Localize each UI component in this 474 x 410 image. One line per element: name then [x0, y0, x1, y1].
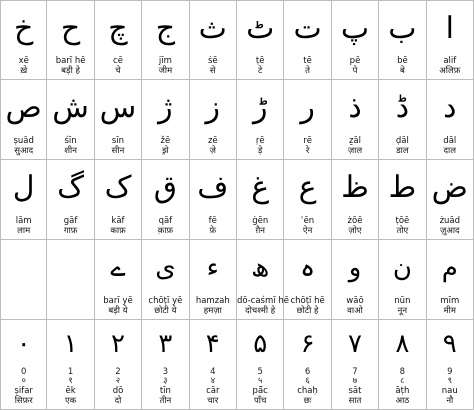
urdu-glyph: ی [155, 253, 176, 283]
letter-cell [95, 80, 142, 160]
devanagari-name: चार [207, 396, 219, 406]
arabic-numeral: 4 [210, 367, 216, 377]
arabic-numeral: 3 [162, 367, 169, 377]
urdu-glyph: ل [12, 170, 35, 205]
urdu-glyph: ن [392, 253, 412, 283]
romanized-name: ʿēn [300, 216, 315, 226]
urdu-glyph: ص [5, 90, 42, 125]
urdu-glyph: پ [340, 10, 370, 46]
arabic-numeral: 5 [257, 367, 263, 377]
devanagari-name: छः [303, 396, 312, 406]
letter-cell [47, 160, 94, 240]
urdu-glyph: ڈ [395, 90, 410, 125]
devanagari-numeral: ८ [400, 376, 405, 386]
romanized-name: žē [160, 136, 171, 146]
devanagari-name: ज़े [209, 146, 216, 156]
devanagari-name: दो [114, 396, 122, 406]
romanized-name: barī hē [55, 56, 86, 66]
devanagari-name: नौ [446, 396, 454, 406]
letter-cell [190, 240, 237, 320]
urdu-glyph: ق [153, 170, 178, 205]
devanagari-name: एक [64, 396, 77, 406]
devanagari-name: झ़े [162, 146, 169, 156]
devanagari-name: नून [397, 306, 408, 316]
romanized-name: ġēn [252, 216, 269, 226]
arabic-numeral: 1 [67, 367, 74, 377]
devanagari-numeral: ३ [163, 376, 168, 386]
arabic-numeral: 8 [399, 367, 406, 377]
romanized-name: ẕāl [348, 136, 362, 146]
romanized-name: rē [303, 136, 312, 146]
devanagari-numeral: २ [115, 376, 121, 386]
romanized-name: śīn [64, 136, 77, 146]
devanagari-name: दोचश्मी हे [245, 306, 276, 316]
urdu-glyph: غ [251, 170, 270, 205]
romanized-name: ēk [65, 386, 76, 396]
letter-cell [284, 160, 331, 240]
romanized-name: ṛē [255, 136, 265, 146]
urdu-glyph: ث [198, 10, 227, 46]
devanagari-name: डाल [396, 146, 409, 156]
urdu-glyph: ڑ [252, 90, 268, 125]
letter-cell [332, 160, 379, 240]
devanagari-name: पाँच [253, 396, 267, 406]
urdu-glyph: ۱ [63, 329, 78, 359]
letter-cell [237, 240, 289, 320]
romanized-name: jīm [158, 56, 172, 66]
urdu-glyph: ٹ [246, 10, 275, 46]
devanagari-numeral: १ [68, 376, 73, 386]
urdu-glyph: ا [445, 10, 454, 46]
urdu-glyph: ک [104, 170, 132, 205]
romanized-name: dō-caśmī hē [237, 296, 289, 306]
romanized-name: wāō [346, 296, 364, 306]
urdu-glyph: ف [197, 170, 229, 205]
letter-cell [379, 80, 426, 160]
romanized-name: qāf [158, 216, 173, 226]
devanagari-name: ड़े [257, 146, 263, 156]
urdu-glyph: ذ [348, 90, 362, 125]
romanized-name: cē [113, 56, 123, 66]
letter-cell [427, 160, 474, 240]
devanagari-name: ज़ोए [348, 226, 362, 236]
letter-cell [332, 320, 379, 410]
romanized-name: zē [207, 136, 218, 146]
romanized-name: ṭōē [395, 216, 410, 226]
devanagari-name: आठ [395, 396, 410, 406]
letter-cell [284, 240, 331, 320]
letter-cell [427, 80, 474, 160]
devanagari-name: दाल [443, 146, 457, 156]
romanized-name: ṣifar [14, 386, 33, 396]
romanized-name: alif [443, 56, 457, 66]
letter-cell [95, 0, 142, 80]
letter-cell [237, 80, 284, 160]
romanized-name: ḍāl [395, 136, 409, 146]
letter-cell [0, 160, 47, 240]
romanized-name: chōṭī hē [290, 296, 325, 306]
romanized-name: bē [397, 56, 408, 66]
romanized-name: żuād [439, 216, 461, 226]
urdu-glyph: ژ [158, 90, 173, 125]
letter-cell [332, 240, 379, 320]
letter-cell [0, 80, 47, 160]
arabic-numeral: 6 [304, 367, 311, 377]
devanagari-name: ते [305, 66, 311, 76]
devanagari-name: बे [399, 66, 405, 76]
romanized-name: pē [349, 56, 361, 66]
urdu-glyph: ش [52, 90, 89, 125]
letter-cell [379, 320, 426, 410]
devanagari-name: लाम [17, 226, 31, 236]
devanagari-name: जीम [158, 66, 173, 76]
letter-cell [47, 0, 94, 80]
urdu-glyph: ظ [341, 170, 369, 205]
urdu-glyph: ھ [251, 253, 270, 283]
letter-cell [190, 320, 237, 410]
romanized-name: fē [208, 216, 217, 226]
romanized-name: nau [441, 386, 458, 396]
letter-cell [95, 240, 142, 320]
romanized-name: cār [206, 386, 220, 396]
devanagari-name: टे [258, 66, 263, 76]
urdu-glyph: ے [110, 253, 126, 283]
arabic-numeral: 9 [447, 367, 453, 377]
letter-cell [0, 320, 47, 410]
letter-cell [284, 320, 331, 410]
romanized-name: tē [303, 56, 312, 66]
romanized-name: mīm [440, 296, 460, 306]
romanized-name: ṡē [207, 56, 218, 66]
devanagari-name: ग़ैन [255, 226, 265, 236]
romanized-name: ṣuād [13, 136, 34, 146]
letter-cell [47, 320, 94, 410]
urdu-glyph: ز [205, 90, 221, 125]
devanagari-numeral: ६ [305, 376, 310, 386]
devanagari-name: बड़ी हे [61, 66, 80, 76]
urdu-glyph: ض [431, 170, 468, 205]
letter-cell [332, 0, 379, 80]
letter-cell [284, 80, 331, 160]
letter-cell [190, 160, 237, 240]
romanized-name: chōṭī yē [148, 296, 183, 306]
arabic-numeral: 0 [20, 367, 27, 377]
letter-cell [237, 0, 284, 80]
urdu-glyph: ء [206, 253, 219, 283]
urdu-glyph: د [443, 90, 457, 125]
devanagari-numeral: ९ [447, 376, 452, 386]
urdu-glyph: گ [57, 170, 85, 205]
letter-cell [427, 320, 474, 410]
devanagari-numeral: ० [21, 376, 26, 386]
devanagari-name: छोटी ये [154, 306, 177, 316]
letter-cell [379, 0, 426, 80]
romanized-name: sīn [111, 136, 125, 146]
letter-cell [142, 320, 189, 410]
devanagari-name: फ़े [209, 226, 217, 236]
letter-cell [142, 80, 189, 160]
devanagari-name: रे [305, 146, 310, 156]
arabic-numeral: 7 [352, 367, 358, 377]
romanized-name: lām [15, 216, 32, 226]
urdu-glyph: ۳ [158, 329, 173, 359]
devanagari-numeral: ७ [352, 376, 358, 386]
devanagari-name: ऐन [302, 226, 313, 236]
romanized-name: nūn [394, 296, 411, 306]
letter-cell [237, 320, 284, 410]
romanized-name: tīn [159, 386, 171, 396]
devanagari-name: बड़ी ये [108, 306, 128, 316]
letter-cell [47, 240, 94, 320]
urdu-glyph: م [441, 253, 458, 283]
romanized-name: chaḥ [297, 386, 318, 396]
letter-cell [427, 0, 474, 80]
letter-cell [95, 320, 142, 410]
devanagari-name: क़ाफ़ [157, 226, 174, 236]
devanagari-name: मीम [443, 306, 456, 316]
romanized-name: dō [112, 386, 124, 396]
letter-cell [142, 0, 189, 80]
letter-cell [142, 240, 189, 320]
urdu-glyph: ہ [299, 253, 316, 283]
letter-cell [142, 160, 189, 240]
letter-cell [0, 0, 47, 80]
devanagari-name: शीन [64, 146, 77, 156]
devanagari-name: ज़ाल [347, 146, 363, 156]
devanagari-name: ज़ुआद [440, 226, 460, 236]
devanagari-name: काफ़ [110, 226, 126, 236]
devanagari-name: सात [348, 396, 362, 406]
urdu-glyph: ۸ [395, 329, 410, 359]
letter-cell [284, 0, 331, 80]
devanagari-name: तीन [159, 396, 172, 406]
letter-cell [190, 0, 237, 80]
devanagari-name: सिफ़र [14, 396, 33, 406]
urdu-glyph: س [99, 90, 137, 125]
romanized-name: kāf [111, 216, 125, 226]
urdu-glyph: ۰ [16, 329, 31, 359]
urdu-glyph: ب [388, 10, 417, 46]
letter-cell [332, 80, 379, 160]
devanagari-name: से [209, 66, 216, 76]
urdu-glyph: ت [293, 10, 322, 46]
urdu-glyph: ۴ [205, 329, 220, 359]
urdu-glyph: ۹ [442, 329, 457, 359]
urdu-glyph: ۲ [111, 329, 125, 359]
romanized-name: xē [18, 56, 29, 66]
devanagari-numeral: ४ [210, 376, 215, 386]
devanagari-name: वाओ [347, 306, 363, 316]
devanagari-name: ख़े [20, 66, 28, 76]
devanagari-name: गाफ़ [63, 226, 78, 236]
letter-cell [427, 240, 474, 320]
urdu-glyph: ر [300, 90, 315, 125]
letter-cell [379, 160, 426, 240]
romanized-name: āṭh [395, 386, 410, 396]
letter-cell [190, 80, 237, 160]
romanized-name: żōē [347, 216, 363, 226]
romanized-name: dāl [443, 136, 457, 146]
arabic-numeral: 2 [115, 367, 121, 377]
devanagari-name: पे [352, 66, 358, 76]
urdu-glyph: ح [60, 10, 81, 46]
romanized-name: pā̃c [252, 386, 268, 396]
letter-cell [379, 240, 426, 320]
urdu-glyph: ج [155, 10, 176, 46]
devanagari-numeral: ५ [257, 376, 263, 386]
romanized-name: barī yē [103, 296, 133, 306]
urdu-glyph: چ [108, 10, 128, 46]
letter-cell [95, 160, 142, 240]
devanagari-name: सीन [111, 146, 125, 156]
romanized-name: ṭē [255, 56, 265, 66]
urdu-glyph: و [348, 253, 362, 283]
urdu-glyph: ۷ [348, 329, 362, 359]
devanagari-name: हमज़ा [203, 306, 222, 316]
romanized-name: sāt [348, 386, 362, 396]
devanagari-name: अलिफ़ [439, 66, 461, 76]
letter-cell [237, 160, 284, 240]
devanagari-name: सुआद [14, 146, 34, 156]
romanized-name: hamzah [195, 296, 230, 306]
devanagari-name: तोए [396, 226, 409, 236]
urdu-glyph: ط [388, 170, 417, 205]
urdu-glyph: خ [14, 10, 34, 46]
letter-cell [0, 240, 47, 320]
urdu-glyph: ۶ [300, 329, 315, 359]
romanized-name: gāf [63, 216, 78, 226]
letter-cell [47, 80, 94, 160]
urdu-glyph: ۵ [253, 329, 268, 359]
urdu-glyph: ع [298, 170, 317, 205]
devanagari-name: छोटी हे [296, 306, 319, 316]
devanagari-name: चे [115, 66, 121, 76]
